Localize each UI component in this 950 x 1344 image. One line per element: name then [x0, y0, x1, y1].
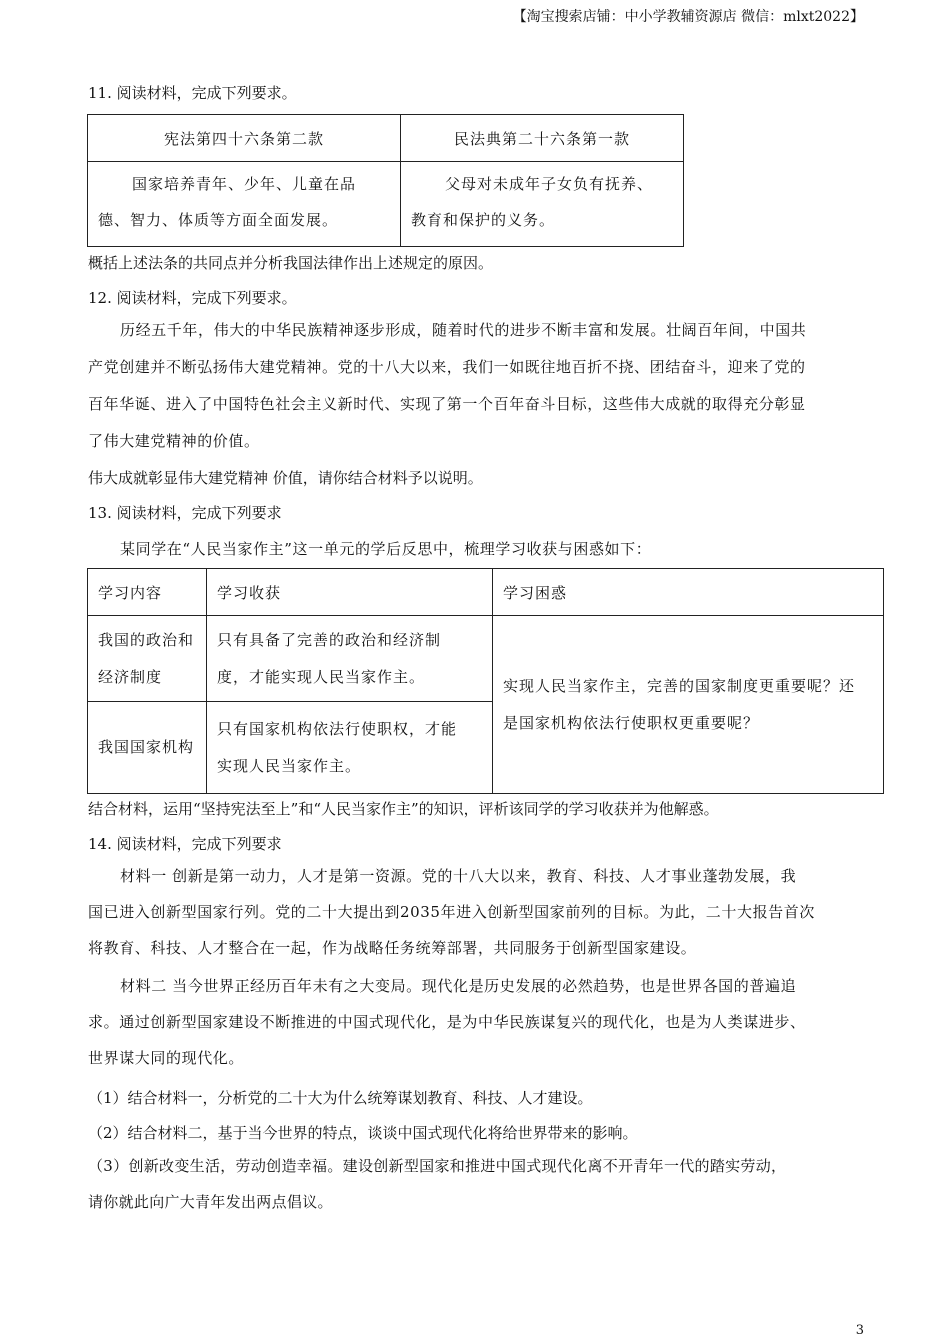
q14-stem: 14. 阅读材料，完成下列要求	[88, 835, 282, 853]
q13-stem: 13. 阅读材料，完成下列要求	[88, 504, 282, 522]
q14-material1: 材料一 创新是第一动力，人才是第一资源。党的十八大以来，教育、科技、人才事业蓬勃发展，我 国已进入创新型国家行列。党的二十大提出到2035年进入创新型国家前列的目标。为此，二十大报告首次 将教育、科技、人才整合在一起，作为战略任务统筹部署，共同服务于创新型国家建设。	[88, 867, 815, 957]
page-number: 3	[855, 1323, 864, 1338]
q12-stem: 12. 阅读材料，完成下列要求。	[88, 289, 297, 307]
q11-header-constitution: 宪法第四十六条第二款	[88, 115, 401, 162]
q13-row2-gain: 只有国家机构依法行使职权，才能 实现人民当家作主。	[207, 702, 493, 794]
q11-stem: 11. 阅读材料，完成下列要求。	[88, 84, 297, 102]
q13-row1-gain: 只有具备了完善的政治和经济制 度，才能实现人民当家作主。	[207, 616, 493, 702]
q14-sub3: （3）创新改变生活，劳动创造幸福。建设创新型国家和推进中国式现代化离不开青年一代的踏实劳动， 请你就此向广大青年发出两点倡议。	[88, 1157, 787, 1211]
q13-reflection-table	[87, 568, 884, 794]
q13-question: 结合材料，运用“坚持宪法至上”和“人民当家作主”的知识，评析该同学的学习收获并为他解惑。	[88, 800, 719, 818]
watermark: 【淘宝搜索店铺：中小学教辅资源店 微信：mlxt2022】	[512, 9, 864, 25]
q14-sub1: （1）结合材料一，分析党的二十大为什么统筹谋划教育、科技、人才建设。	[88, 1089, 593, 1107]
q12-question: 伟大成就彰显伟大建党精神 价值，请你结合材料予以说明。	[88, 469, 483, 487]
q11-law-table	[87, 114, 684, 247]
q11-question: 概括上述法条的共同点并分析我国法律作出上述规定的原因。	[88, 254, 494, 272]
q13-row2-content: 我国国家机构	[88, 702, 207, 794]
q11-header-civil-code: 民法典第二十六条第一款	[401, 115, 684, 162]
q13-header-doubt: 学习困惑	[493, 569, 884, 616]
q14-sub2: （2）结合材料二，基于当今世界的特点，谈谈中国式现代化将给世界带来的影响。	[88, 1124, 638, 1142]
q13-header-content: 学习内容	[88, 569, 207, 616]
q11-cell-constitution: 国家培养青年、少年、儿童在品 德、智力、体质等方面全面发展。	[88, 162, 401, 247]
q13-header-gain: 学习收获	[207, 569, 493, 616]
q12-material: 历经五千年，伟大的中华民族精神逐步形成，随着时代的进步不断丰富和发展。壮阔百年间，中国共 产党创建并不断弘扬伟大建党精神。党的十八大以来，我们一如既往地百折不挠、团结奋斗，迎来了党的 百年华诞、进入了中国特色社会主义新时代、实现了第一个百年奋斗目标，这些伟大成就的取得充分彰显 了伟大建党精神的价值。	[88, 321, 807, 450]
q13-row1-content: 我国的政治和 经济制度	[88, 616, 207, 702]
q14-material2: 材料二 当今世界正经历百年未有之大变局。现代化是历史发展的必然趋势，也是世界各国的普遍追 求。通过创新型国家建设不断推进的中国式现代化，是为中华民族谋复兴的现代化，也是为人类谋进步、 世界谋大同的现代化。	[88, 977, 806, 1067]
q11-cell-civil-code: 父母对未成年子女负有抚养、 教育和保护的义务。	[401, 162, 684, 247]
q13-intro: 某同学在“人民当家作主”这一单元的学后反思中，梳理学习收获与困惑如下：	[120, 540, 652, 558]
q13-doubt: 实现人民当家作主，完善的国家制度更重要呢？还 是国家机构依法行使职权更重要呢？	[493, 616, 884, 794]
